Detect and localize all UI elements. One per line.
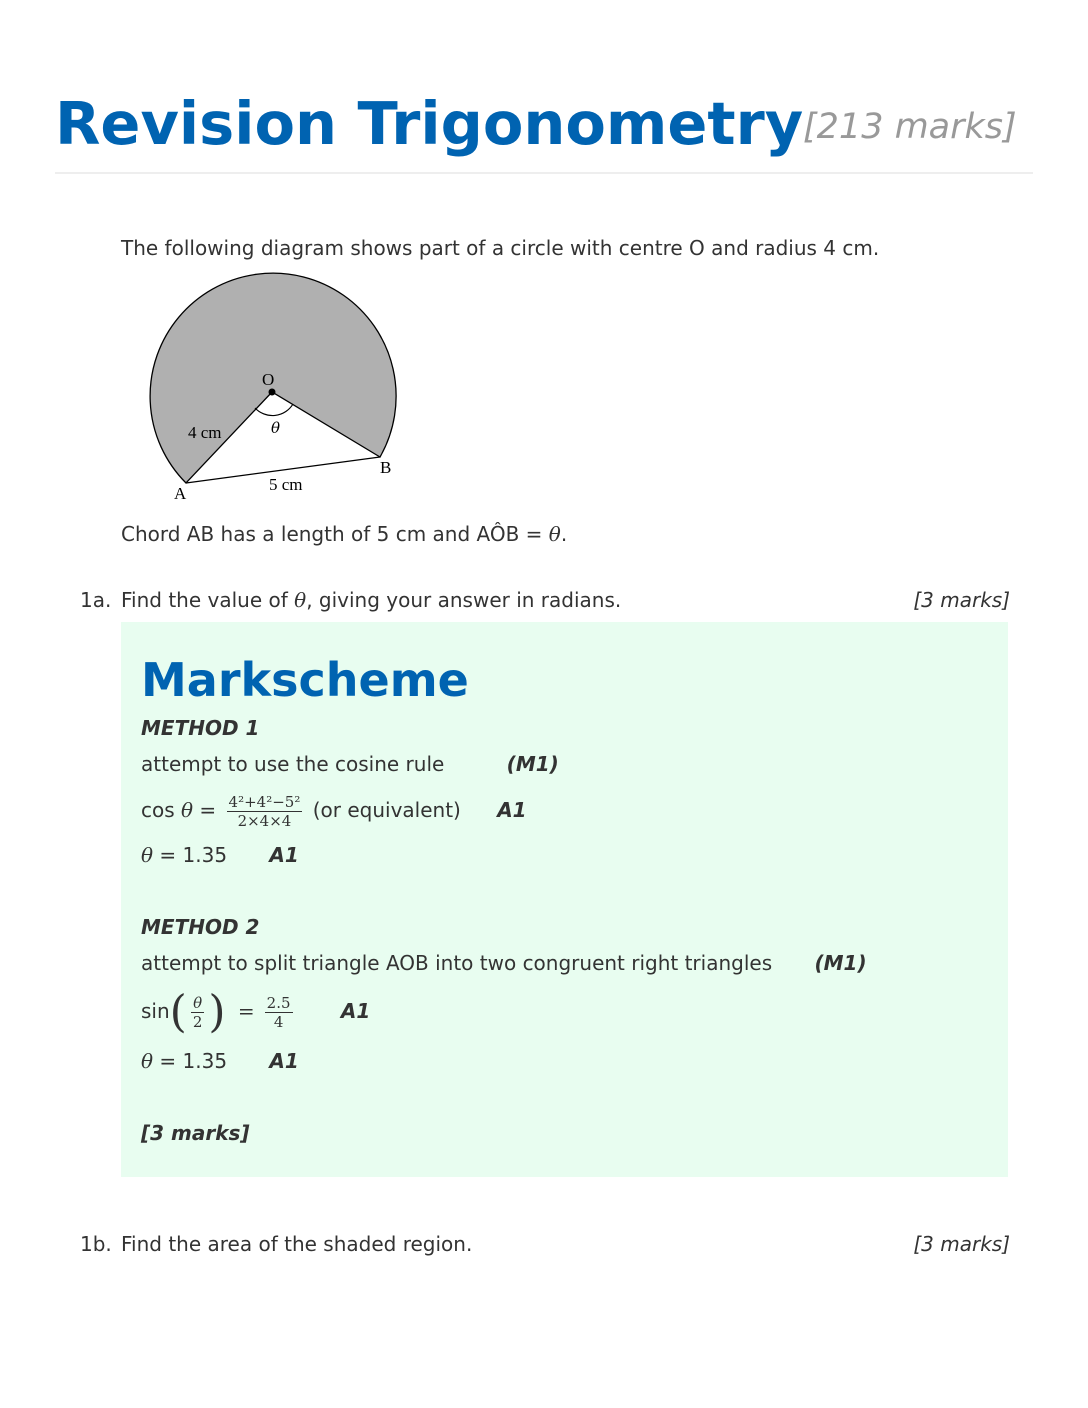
equals-sign: = (237, 999, 255, 1023)
step-text: attempt to use the cosine rule (141, 752, 445, 776)
method-1-line-2 (141, 788, 527, 832)
inner-fraction (191, 994, 205, 1031)
denominator: 4 (273, 1013, 284, 1031)
label-radius: 4 cm (188, 423, 222, 442)
award-mark: A1 (497, 798, 527, 822)
markscheme-total: [3 marks] (141, 1121, 250, 1145)
page-title: Revision Trigonometry (55, 89, 804, 158)
method-1-line-3 (141, 841, 299, 869)
result-value: = 1.35 (153, 1049, 228, 1073)
numerator: θ (191, 994, 205, 1013)
centre-point (269, 389, 276, 396)
markscheme-title: Markscheme (141, 653, 469, 707)
chord-statement (121, 520, 567, 548)
method-2-heading: METHOD 2 (141, 915, 260, 939)
question-1a-marks: [3 marks] (913, 588, 1010, 612)
cos-text: cos (141, 798, 182, 822)
award-mark: (M1) (506, 752, 559, 776)
denominator: 2 (192, 1013, 203, 1031)
label-b: B (380, 458, 392, 477)
right-paren: ) (208, 986, 226, 1038)
circle-diagram-svg (140, 268, 410, 508)
label-theta: θ (271, 419, 281, 437)
question-text-end: , giving your answer in radians. (306, 588, 622, 612)
total-marks: [213 marks] (803, 107, 1017, 147)
theta-symbol: θ (141, 843, 154, 867)
markscheme-box (121, 622, 1008, 1177)
denominator: 2×4×4 (237, 812, 292, 830)
equals-sign: = (193, 798, 223, 822)
angle-arc (255, 404, 293, 416)
question-number-1a: 1a. (80, 588, 112, 612)
page-header (55, 88, 1033, 174)
award-mark: A1 (269, 843, 299, 867)
question-1b-text: Find the area of the shaded region. (121, 1232, 473, 1256)
method-2-line-2 (141, 986, 370, 1036)
theta-symbol: θ (181, 798, 194, 822)
label-o: O (262, 370, 275, 389)
result-value: = 1.35 (153, 843, 228, 867)
fraction (227, 793, 303, 830)
left-paren: ( (169, 986, 187, 1038)
equivalent-note: (or equivalent) (306, 798, 461, 822)
award-mark: A1 (340, 999, 371, 1023)
circle-diagram (140, 268, 410, 508)
intro-text: The following diagram shows part of a circle with centre O and radius 4 cm. (121, 236, 880, 260)
method-1-heading: METHOD 1 (141, 716, 260, 740)
theta-symbol: θ (548, 522, 561, 546)
award-mark: A1 (269, 1049, 299, 1073)
theta-symbol: θ (294, 588, 307, 612)
numerator: 4²+4²−5² (228, 793, 301, 811)
chord-text-end: . (560, 522, 568, 546)
theta-symbol: θ (141, 1049, 154, 1073)
label-a: A (174, 484, 187, 503)
question-number-1b: 1b. (80, 1232, 112, 1256)
award-mark: (M1) (814, 951, 867, 975)
step-text: attempt to split triangle AOB into two congruent right triangles (141, 951, 773, 975)
fraction (265, 994, 293, 1031)
method-2-line-1 (141, 949, 867, 977)
method-2-line-3 (141, 1047, 299, 1075)
question-1b-marks: [3 marks] (913, 1232, 1010, 1256)
question-1a-text (121, 586, 621, 614)
method-1-line-1 (141, 750, 559, 778)
chord-text: Chord AB has a length of 5 cm and AÔB = (121, 522, 549, 546)
label-chord: 5 cm (269, 475, 303, 494)
numerator: 2.5 (266, 994, 291, 1012)
question-text: Find the value of (121, 588, 295, 612)
sin-text: sin (141, 999, 170, 1023)
